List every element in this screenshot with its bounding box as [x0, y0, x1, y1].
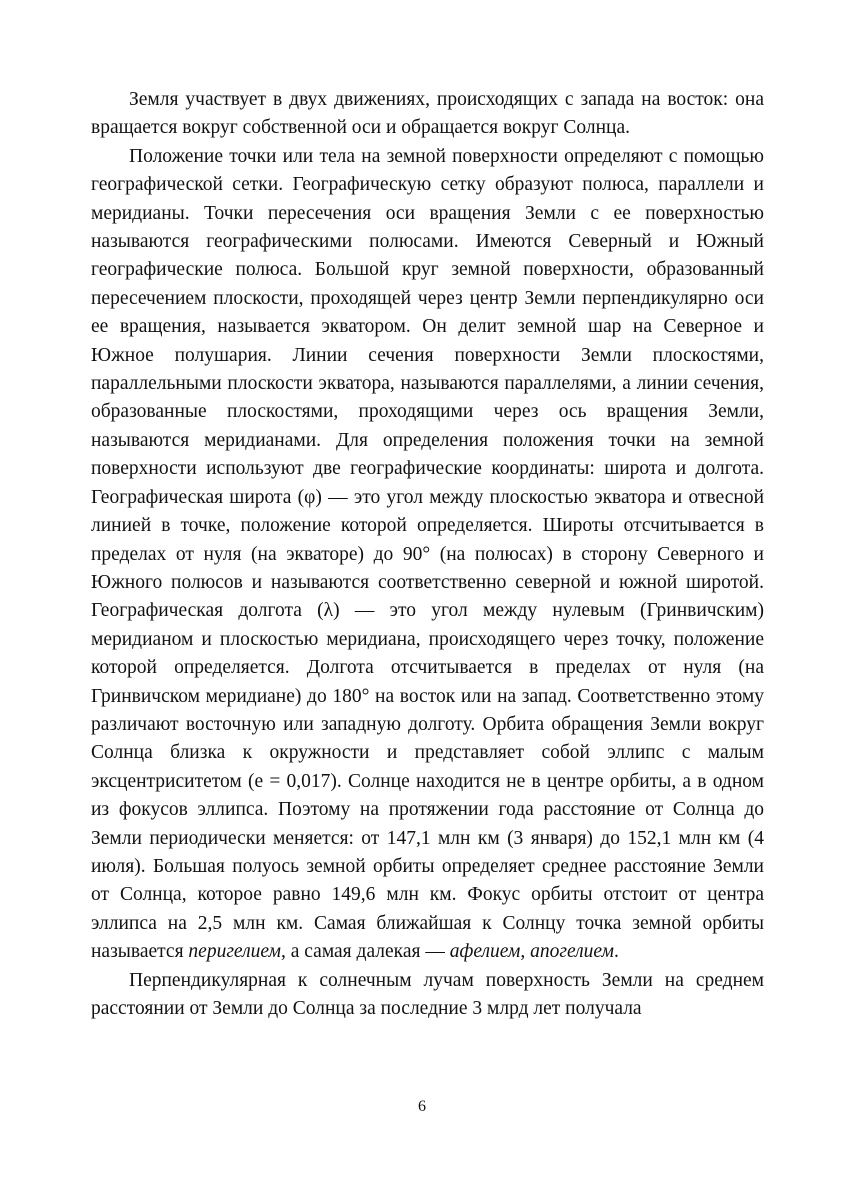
page-body: [91, 86, 764, 1023]
paragraph-geographic-grid: [91, 143, 764, 967]
page-number: 6: [418, 1098, 426, 1115]
paragraph-geographic-grid-mid: , а самая далекая —: [280, 941, 450, 963]
paragraph-earth-motion: Земля участвует в двух движениях, происходящих с запада на восток: она вращается вокруг собственной оси и обращается вокруг Солнца.: [91, 89, 764, 139]
paragraph-geographic-grid-text: Положение точки или тела на земной поверхности определяют с помощью географической сетки. Географическую сетку образуют полюса, параллели и меридианы. Точки пересечения оси вращения Земли с ее поверхностью называются географическими полюсами. Имеются Северный и Южный географические полюса. Большой круг земной поверхности, образованный пересечением плоскости, проходящей через центр Земли перпендикулярно оси ее вращения, называется экватором. Он делит земной шар на Северное и Южное полушария. Линии сечения поверхности Земли плоскостями, параллельными плоскости экватора, называются параллелями, а линии сечения, образованные плоскостями, проходящими через ось вращения Земли, называются меридианами. Для определения положения точки на земной поверхности используют две географические координаты: широта и долгота. Географическая широта (φ) — это угол между плоскостью экватора и отвесной линией в точке, положение которой определяется. Широты отсчитывается в пределах от нуля (на экваторе) до 90° (на полюсах) в сторону Северного и Южного полюсов и называются соответственно северной и южной широтой. Географическая долгота (λ) — это угол между нулевым (Гринвичским) меридианом и плоскостью меридиана, происходящего через точку, положение которой определяется. Долгота отсчитывается в пределах от нуля (на Гринвичском меридиане) до 180° на восток или на запад. Соответственно этому различают восточную или западную долготу. Орбита обращения Земли вокруг Солнца близка к окружности и представляет собой эллипс с малым эксцентриситетом (e = 0,017). Солнце находится не в центре орбиты, а в одном из фокусов эллипса. Поэтому на протяжении года расстояние от Солнца до Земли периодически меняется: от 147,1 млн км (3 января) до 152,1 млн км (4 июля). Большая полуось земной орбиты определяет среднее расстояние Земли от Солнца, которое равно 149,6 млн км. Фокус орбиты отстоит от центра эллипса на 2,5 млн км. Самая ближайшая к Солнцу точка земной орбиты называется: [91, 145, 764, 963]
term-perihelion: перигелием: [188, 941, 281, 963]
term-aphelion: афелием, апогелием: [449, 941, 614, 963]
paragraph-geographic-grid-end: .: [614, 941, 619, 963]
paragraph-solar-radiation: Перпендикулярная к солнечным лучам поверхность Земли на среднем расстоянии от Земли до Солнца за последние 3 млрд лет получала: [91, 969, 764, 1019]
